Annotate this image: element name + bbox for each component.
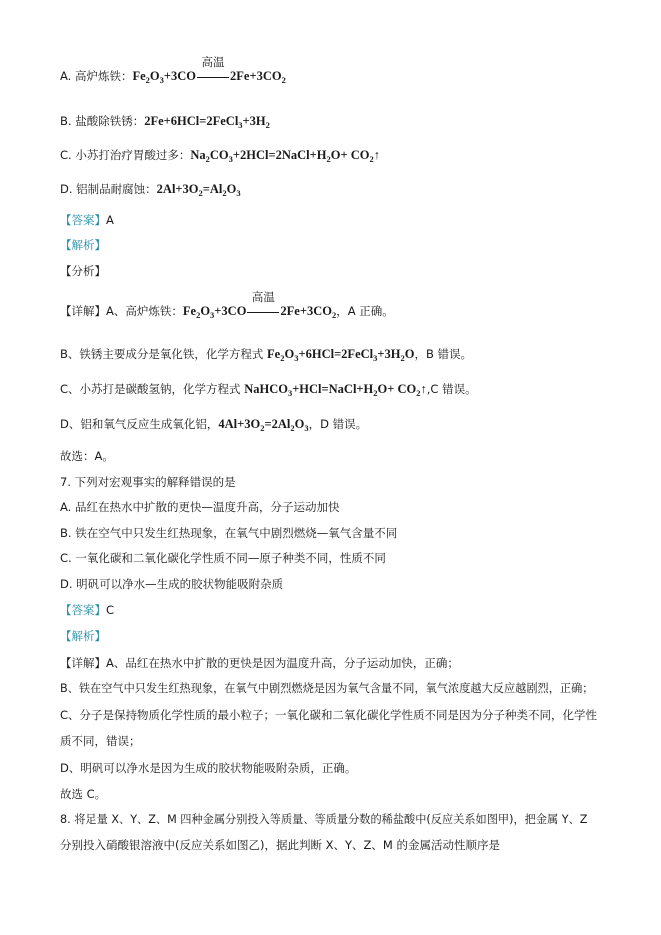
equation: $Fe_2O_3+3CO$ 高温 $2Fe+3CO_2$: [182, 290, 337, 320]
q6-option-c: [60, 147, 380, 163]
equation: $Fe_2O_3+6HCl=2FeCl_3+3H_2O$: [267, 347, 415, 363]
equation: $Fe_2O_3+3CO$ 高温 $2Fe+3CO_2$: [132, 55, 286, 85]
q8-stem-line-2: 分别投入硝酸银溶液中(反应关系如图乙)，据此判断 X、Y、Z、M 的金属活动性顺序是: [60, 838, 500, 852]
q7-conclusion: 故选 C。: [60, 787, 107, 801]
q7-detail-b: B、铁在空气中只发生红热现象，在氧气中剧烈燃烧是因为氧气含量不同，氧气浓度越大反应越剧烈，正确；: [60, 682, 594, 695]
q8-stem-line-1: 8. 将足量 X、Y、Z、M 四种金属分别投入等质量、等质量分数的稀盐酸中(反应关系如图甲)，把金属 Y、Z: [60, 813, 588, 826]
reaction-condition: 高温: [196, 68, 230, 84]
q6-analysis-tag: 【解析】: [60, 238, 106, 252]
equation: $Na_2CO_3+2HCl=2NaCl+H_2O+$ $CO_2↑$: [190, 148, 380, 164]
option-label: B. 盐酸除铁锈：: [60, 114, 145, 128]
q6-conclusion: 故选：A。: [60, 449, 114, 463]
detail-tag: 【详解】: [60, 304, 106, 318]
q7-stem: 7. 下列对宏观事实的解释错误的是: [60, 475, 236, 489]
q6-fenxi-tag: 【分析】: [60, 264, 106, 278]
q6-option-b: [60, 113, 270, 129]
answer-tag: 【答案】: [60, 213, 106, 227]
equation: $2Fe+6HCl=2FeCl_3+3H_2$: [144, 114, 270, 130]
q7-option-d: D. 明矾可以净水—生成的胶状物能吸附杂质: [60, 577, 284, 591]
answer-value: A: [106, 213, 114, 227]
q7-detail-c: C、分子是保持物质化学性质的最小粒子；一氧化碳和二氧化碳化学性质不同是因为分子种类不同，化学性: [60, 708, 598, 722]
equation: $2Al+3O_2=Al_2O_3$: [156, 182, 241, 198]
q7-analysis-tag: 【解析】: [60, 629, 106, 643]
q6-detail-a: 【详解】A、高炉炼铁：$Fe_2O_3+3CO$ 高温 $2Fe+3CO_2$，A 正确。: [60, 290, 394, 320]
answer-tag: 【答案】: [60, 603, 106, 617]
up-arrow-icon: ↑: [373, 148, 380, 162]
q7-detail-c-cont: 质不同，错误；: [60, 734, 141, 748]
q6-option-a: [60, 55, 286, 85]
q7-option-c: C. 一氧化碳和二氧化碳化学性质不同—原子种类不同，性质不同: [60, 551, 386, 565]
detail-tag: 【详解】: [60, 656, 106, 670]
q6-detail-d: D、铝和氧气反应生成氧化铝，$4Al+3O_2=2Al_2O_3$，D 错误。: [60, 417, 368, 433]
q7-option-a: A. 品红在热水中扩散的更快—温度升高，分子运动加快: [60, 500, 340, 514]
equation: $4Al+3O_2=2Al_2O_3$: [218, 417, 309, 433]
q6-detail-c: C、小苏打是碳酸氢钠，化学方程式 $NaHCO_3+HCl=NaCl+H_2O+$ $CO_2↑,C$ 错误。: [60, 382, 477, 398]
q7-detail-d: D、明矾可以净水是因为生成的胶状物能吸附杂质，正确。: [60, 761, 357, 775]
reaction-condition: 高温: [246, 303, 280, 319]
answer-value: C: [106, 603, 115, 617]
equation: $NaHCO_3+HCl=NaCl+H_2O+$ $CO_2↑$: [244, 382, 427, 398]
option-label: A. 高炉炼铁：: [60, 69, 133, 83]
q7-answer: [60, 602, 114, 618]
q6-answer: [60, 212, 114, 228]
q7-option-b: B. 铁在空气中只发生红热现象，在氧气中剧烈燃烧—氧气含量不同: [60, 526, 398, 540]
up-arrow-icon: ↑: [420, 382, 427, 396]
option-label: C. 小苏打治疗胃酸过多：: [60, 148, 191, 162]
q6-option-d: [60, 181, 241, 197]
q6-detail-b: B、铁锈主要成分是氧化铁，化学方程式 $Fe_2O_3+6HCl=2FeCl_3+3H_2O$，B 错误。: [60, 347, 473, 363]
option-label: D. 铝制品耐腐蚀：: [60, 182, 157, 196]
q7-detail-a: 【详解】A、品红在热水中扩散的更快是因为温度升高，分子运动加快，正确；: [60, 656, 459, 670]
